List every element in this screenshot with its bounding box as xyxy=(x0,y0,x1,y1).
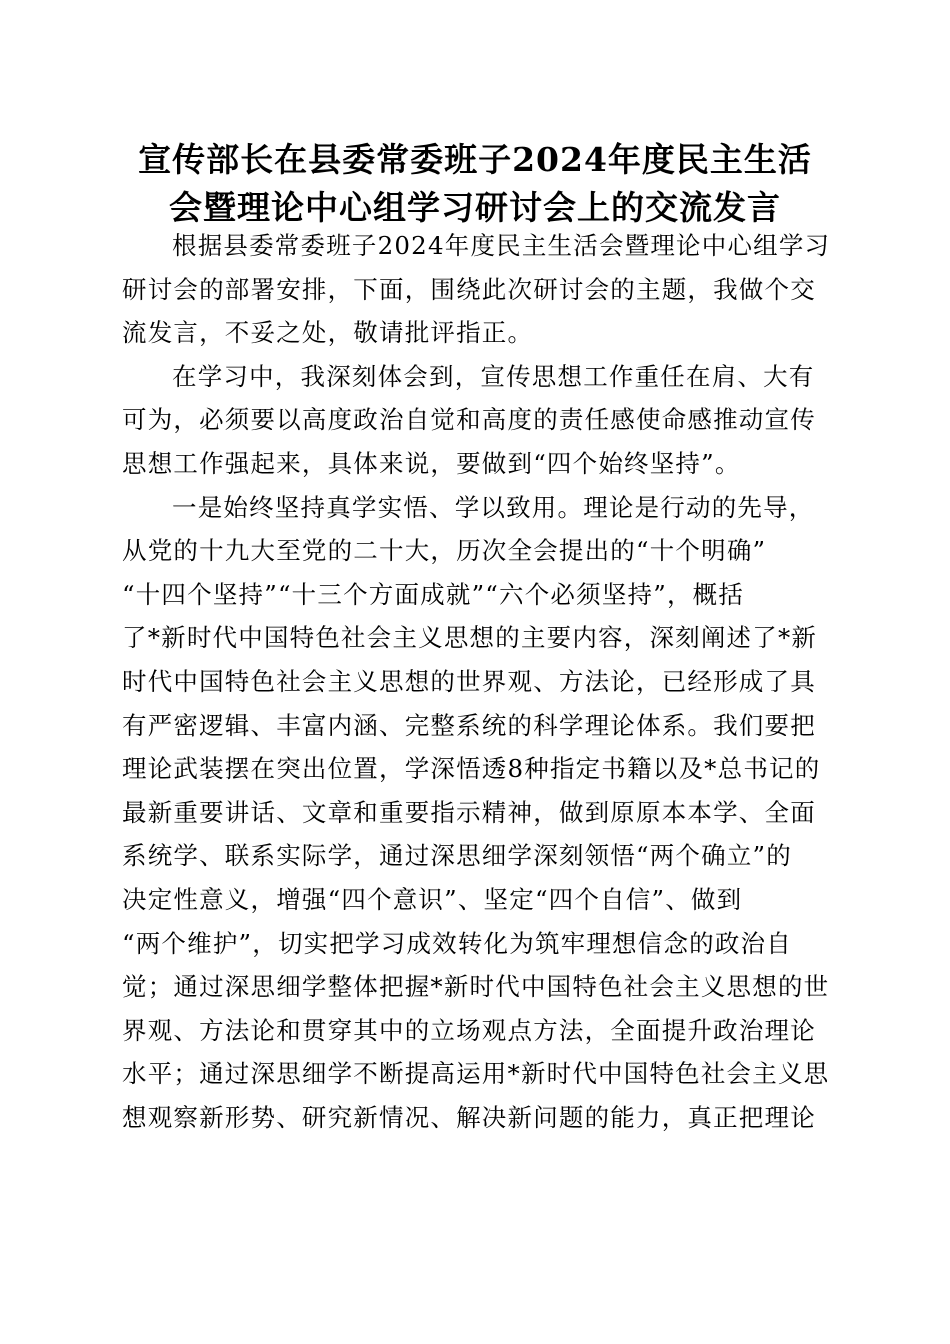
text-line: 决定性意义，增强“四个意识”、坚定“四个自信”、做到 xyxy=(122,884,743,914)
text-line: 系统学、联系实际学，通过深思细学深刻领悟“两个确立”的 xyxy=(122,841,792,871)
text-line: 在学习中，我深刻体会到，宣传思想工作重任在肩、大有 xyxy=(172,361,815,391)
paragraph-summary xyxy=(122,355,830,486)
text-line: 觉；通过深思细学整体把握*新时代中国特色社会主义思想的世 xyxy=(122,972,830,1002)
title-line: 会暨理论中心组学习研讨会上的交流发言 xyxy=(169,188,781,227)
text-line: 时代中国特色社会主义思想的世界观、方法论，已经形成了具 xyxy=(122,666,816,696)
text-line: 一是始终坚持真学实悟、学以致用。理论是行动的先导， xyxy=(172,492,815,522)
text-line: 根据县委常委班子2024年度民主生活会暨理论中心组学习 xyxy=(172,231,831,260)
text-line: 了*新时代中国特色社会主义思想的主要内容，深刻阐述了*新 xyxy=(122,623,818,653)
document-body xyxy=(122,224,830,1139)
text-line: 有严密逻辑、丰富内涵、完整系统的科学理论体系。我们要把 xyxy=(122,710,816,740)
text-line: “十四个坚持”“十三个方面成就”“六个必须坚持”，概括 xyxy=(122,579,745,609)
text-line: 流发言，不妥之处，敬请批评指正。 xyxy=(122,318,534,348)
text-line: 水平；通过深思细学不断提高运用*新时代中国特色社会主义思 xyxy=(122,1059,830,1089)
document-title xyxy=(110,136,840,232)
text-line: 思想工作强起来，具体来说，要做到“四个始终坚持”。 xyxy=(122,448,741,478)
text-line: “两个维护”，切实把学习成效转化为筑牢理想信念的政治自 xyxy=(122,928,792,958)
text-line: 界观、方法论和贯穿其中的立场观点方法，全面提升政治理论 xyxy=(122,1015,816,1045)
text-line: 研讨会的部署安排，下面，围绕此次研讨会的主题，我做个交 xyxy=(122,274,816,304)
text-line: 从党的十九大至党的二十大，历次全会提出的“十个明确” xyxy=(122,536,767,566)
paragraph-point-one xyxy=(122,486,830,1140)
text-line: 想观察新形势、研究新情况、解决新问题的能力，真正把理论 xyxy=(122,1102,816,1132)
text-line: 理论武装摆在突出位置，学深悟透8种指定书籍以及*总书记的 xyxy=(122,754,821,784)
text-line: 可为，必须要以高度政治自觉和高度的责任感使命感推动宣传 xyxy=(122,405,816,435)
title-line: 宣传部长在县委常委班子2024年度民主生活 xyxy=(138,140,812,179)
text-line: 最新重要讲话、文章和重要指示精神，做到原原本本学、全面 xyxy=(122,797,816,827)
paragraph-intro xyxy=(122,224,830,355)
